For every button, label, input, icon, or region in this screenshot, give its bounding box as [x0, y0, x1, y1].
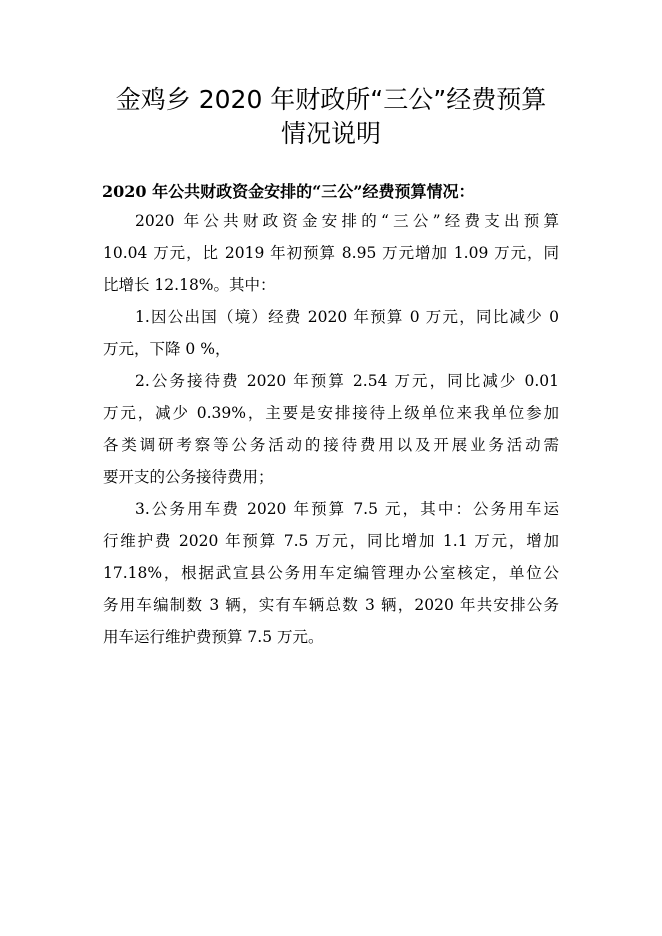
item-line: 各类调研考察等公务活动的接待费用以及开展业务活动需	[103, 436, 559, 454]
item-line: 1.因公出国（境）经费 2020 年预算 0 万元，同比减少 0	[135, 308, 559, 326]
paragraph-line: 比增长 12.18%。其中：	[103, 276, 276, 294]
item-line: 行维护费 2020 年预算 7.5 万元，同比增加 1.1 万元，增加	[103, 532, 559, 550]
item-line: 用车运行维护费预算 7.5 万元。	[103, 628, 324, 646]
item-line: 务用车编制数 3 辆，实有车辆总数 3 辆，2020 年共安排公务	[103, 596, 559, 614]
item-line: 2.公务接待费 2020 年预算 2.54 万元，同比减少 0.01	[135, 372, 559, 390]
item-line: 万元，减少 0.39%，主要是安排接待上级单位来我单位参加	[103, 404, 559, 422]
paragraph-line: 2020 年公共财政资金安排的“三公”经费支出预算	[135, 212, 559, 230]
section-heading: 2020 年公共财政资金安排的“三公”经费预算情况：	[102, 182, 475, 201]
item-line: 要开支的公务接待费用；	[103, 468, 274, 486]
document-title-line-1: 金鸡乡 2020 年财政所“三公”经费预算	[115, 85, 547, 114]
item-line: 万元，下降 0 %，	[103, 340, 231, 358]
document-title-line-2: 情况说明	[280, 119, 381, 148]
paragraph-line: 10.04 万元，比 2019 年初预算 8.95 万元增加 1.09 万元，同	[103, 244, 559, 262]
item-line: 17.18%，根据武宣县公务用车定编管理办公室核定，单位公	[103, 564, 559, 582]
item-line: 3.公务用车费 2020 年预算 7.5 元，其中：公务用车运	[135, 500, 559, 518]
